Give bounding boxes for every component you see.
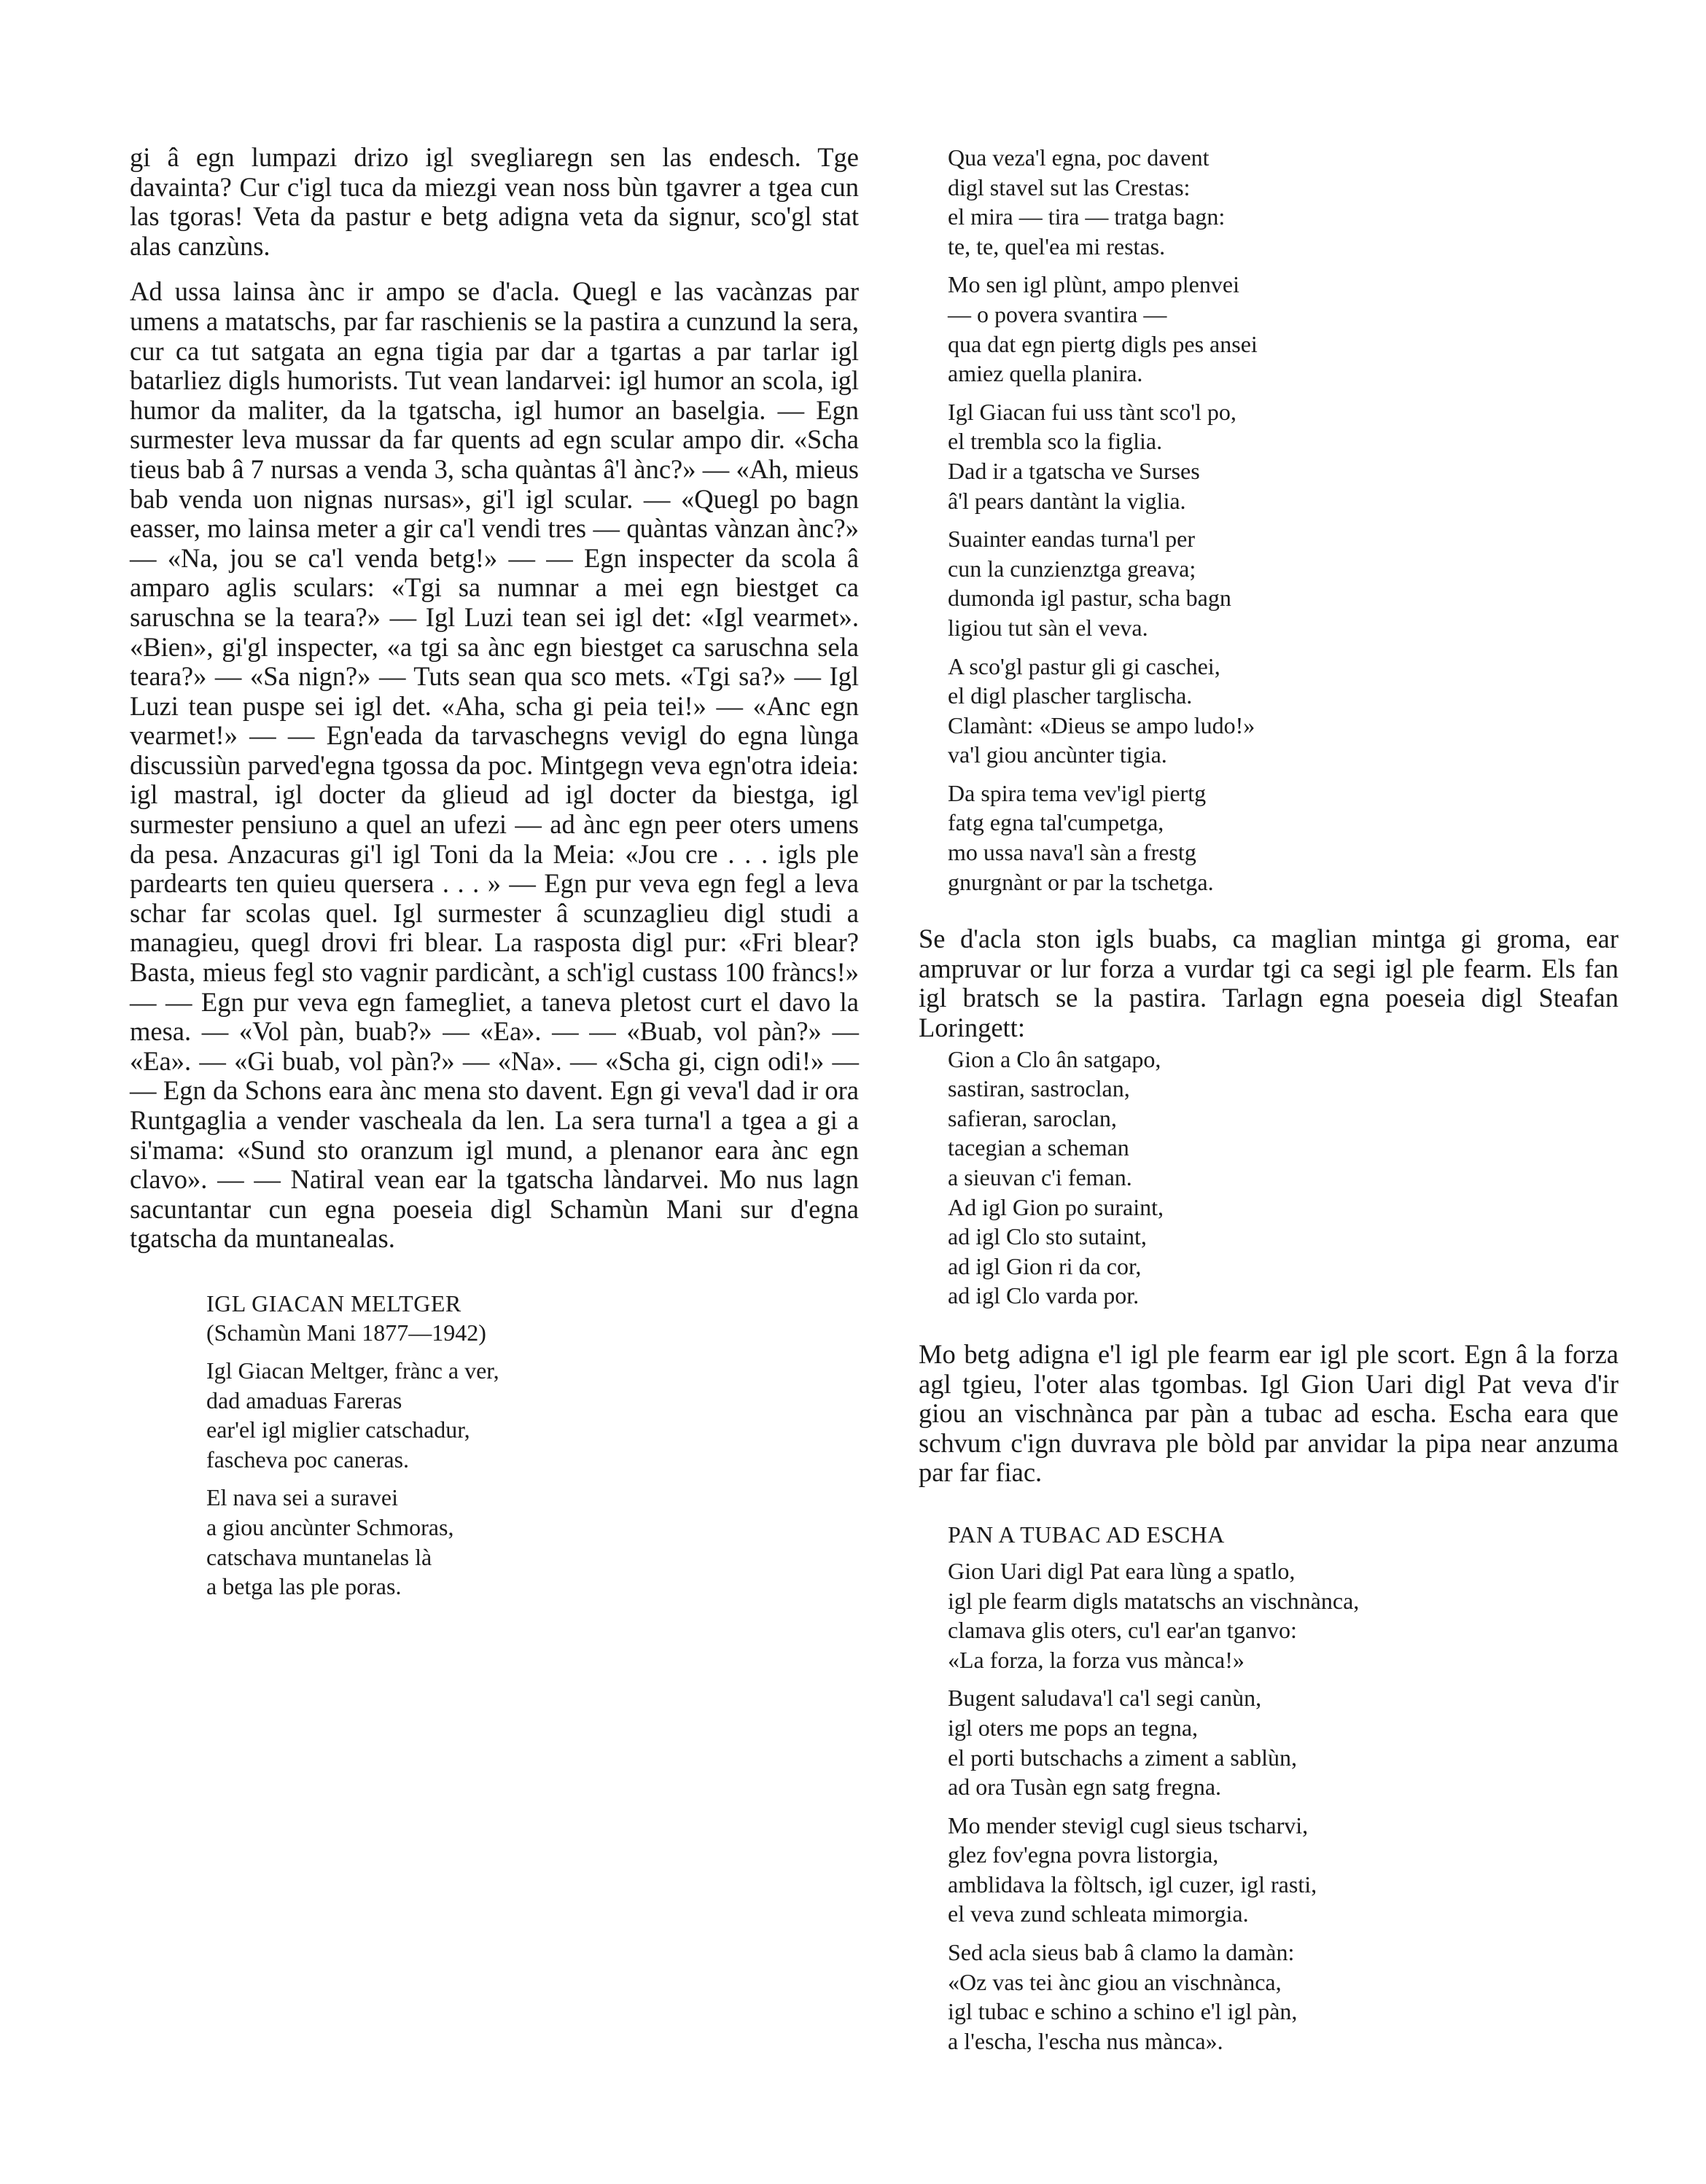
verse-line: Qua veza'l egna, poc davent: [948, 144, 1210, 171]
poem-giacan-meltger-continued: [948, 143, 1619, 897]
verse-line: igl oters me pops an tegna,: [948, 1714, 1199, 1741]
verse-line: Gion a Clo ân satgapo,: [948, 1045, 1161, 1072]
verse-line: «La forza, la forza vus mànca!»: [948, 1646, 1245, 1673]
verse-line: dumonda igl pastur, scha bagn: [948, 585, 1231, 612]
paragraph: gi â egn lumpazi drizo igl svegliaregn sen las endesch. Tge davainta? Cur c'igl tuca da miezgi vean noss bùn tgavrer a tgea cun las tgoras! Veta da pastur e betg adigna veta da signur, sco'gl stat alas canzùns.: [130, 142, 859, 261]
poem-giacan-meltger: [206, 1289, 859, 1602]
verse-line: gnurgnànt or par la tschetga.: [948, 868, 1214, 895]
stanza: [948, 270, 1619, 388]
verse-line: Ad igl Gion po suraint,: [948, 1193, 1164, 1220]
verse-line: a giou ancùnter Schmoras,: [206, 1513, 454, 1540]
verse-line: Dad ir a tgatscha ve Surses: [948, 457, 1200, 484]
verse-line: ad ora Tusàn egn satg fregna.: [948, 1774, 1222, 1801]
poem-body: [206, 1356, 859, 1602]
stanza: [948, 143, 1619, 261]
poem-author: (Schamùn Mani 1877—1942): [206, 1319, 486, 1346]
verse-line: dad amaduas Fareras: [206, 1387, 402, 1413]
poem-pan-a-tubac: [948, 1520, 1619, 2056]
verse-line: «Oz vas tei ànc giou an vischnànca,: [948, 1968, 1282, 1995]
verse-line: sastiran, sastroclan,: [948, 1075, 1130, 1102]
verse-line: a betga las ple poras.: [206, 1573, 402, 1600]
stanza: [206, 1483, 859, 1601]
verse-line: igl ple fearm digls matatschs an vischnànca,: [948, 1587, 1360, 1614]
verse-line: ligiou tut sàn el veva.: [948, 614, 1148, 641]
verse-line: fatg egna tal'cumpetga,: [948, 809, 1164, 836]
left-column: [130, 143, 859, 1602]
verse-line: a sieuvan c'i feman.: [948, 1164, 1132, 1190]
verse-line: Bugent saludava'l ca'l segi canùn,: [948, 1685, 1262, 1712]
verse-line: safieran, saroclan,: [948, 1104, 1117, 1131]
paragraph: Mo betg adigna e'l igl ple fearm ear igl ple scort. Egn â la forza agl tgieu, l'oter alas tgombas. Igl Gion Uari digl Pat veva d'ir giou an vischnànca par pàn a tubac ad escha. Escha eara que schvum c'ign duvrava ple bòld par anvidar la pipa near anzuma par far fiac.: [919, 1338, 1619, 1488]
stanza: [206, 1356, 859, 1474]
verse-line: a l'escha, l'escha nus mànca».: [948, 2027, 1223, 2054]
verse-line: A sco'gl pastur gli gi caschei,: [948, 652, 1220, 679]
verse-line: Gion Uari digl Pat eara lùng a spatlo,: [948, 1557, 1296, 1584]
stanza: [948, 1045, 1619, 1311]
stanza: [948, 397, 1619, 515]
verse-line: — o povera svantira —: [948, 300, 1167, 327]
verse-line: digl stavel sut las Crestas:: [948, 173, 1191, 200]
verse-line: el digl plascher targlischa.: [948, 682, 1193, 709]
verse-line: ad igl Clo varda por.: [948, 1282, 1140, 1309]
verse-line: Igl Giacan Meltger, frànc a ver,: [206, 1357, 499, 1384]
verse-line: Sed acla sieus bab â clamo la damàn:: [948, 1939, 1295, 1966]
verse-line: Da spira tema vev'igl piertg: [948, 779, 1207, 806]
verse-line: fascheva poc caneras.: [206, 1446, 410, 1473]
paragraph: Ad ussa lainsa ànc ir ampo se d'acla. Quegl e las vacànzas par umens a matatschs, par far raschienis se la pastira a cunzund la sera, cur ca tut satgata an egna tigia par dar a tgartas a par tarlar igl batarliez digls humorists. Tut vean landarvei: igl humor an scola, igl humor da maliter, da la tgatscha, igl humor an baselgia. — Egn surmester leva mussar da far quents ad egn scular ampo dir. «Scha tieus bab â 7 nursas a venda 3, scha quàntas â'l ànc?» — «Ah, mieus bab venda uon nignas nursas», gi'l igl scular. — «Quegl po bagn easser, mo lainsa meter a gir ca'l vendi tres — quàntas vànzan ànc?» — «Na, jou se ca'l venda betg!» — — Egn inspecter da scola â amparo aglis sculars: «Tgi sa numnar a mei egn biestget ca saruschna se la teara?» — Igl Luzi tean sei igl det: «Igl vearmet». «Bien», gi'gl inspecter, «a tgi sa ànc egn biestget ca saruschna sela teara?» — «Sa nign?» — Tuts sean qua sco mets. «Tgi sa?» — Igl Luzi tean puspe sei igl det. «Aha, scha gi peia tei!» — «Anc egn vearmet!» — — Egn'eada da tarvaschegns vevigl do egna lùnga discussiùn parved'egna tgossa da poc. Mintgegn veva egn'otra ideia: igl mastral, igl docter da glieud ad igl docter da biestga, igl surmester pensiuno a quel an ufezi — ad ànc egn peer oters umens da pesa. Anzacuras gi'l igl Toni da la Meia: «Jou cre . . . igls ple pardearts ten quieu quersera . . . » — Egn pur veva egn fegl a leva schar far scolas quel. Igl surmester â scunzaglieu digl studi a managieu, quegl drovi fri blear. La rasposta digl pur: «Fri blear? Basta, mieus fegl sto vagnir pardicànt, a sch'igl custass 100 fràncs!» — — Egn pur veva egn famegliet, a taneva pletost curt el davo la mesa. — «Vol pàn, buab?» — «Ea». — — «Buab, vol pàn?» — «Ea». — «Gi buab, vol pàn?» — «Na». — «Scha gi, cign odi!» — — Egn da Schons eara ànc mena sto davent. Egn gi veva'l dad ir ora Runtgaglia a vender vascheala da len. La sera turna'l a tgea a gi a si'mama: «Sund sto oranzum igl mund, a plenanor eara ànc egn clavo». — — Natiral vean ear la tgatscha làndarvei. Mo nus lagn sacuntantar cun egna poeseia digl Schamùn Mani sur d'egna tgatscha da muntanealas.: [130, 276, 859, 1254]
paragraph: Se d'acla ston igls buabs, ca maglian mintga gi groma, ear ampruvar or lur forza a vurdar tgi ca segi igl ple fearm. Els fan igl bratsch se la pastira. Tarlagn egna poeseia digl Steafan Loringett:: [919, 924, 1619, 1043]
verse-line: Mo sen igl plùnt, ampo plenvei: [948, 271, 1239, 298]
verse-line: mo ussa nava'l sàn a frestg: [948, 839, 1196, 866]
verse-line: Mo mender stevigl cugl sieus tscharvi,: [948, 1811, 1309, 1838]
verse-line: el mira — tira — tratga bagn:: [948, 203, 1226, 230]
right-column: [919, 143, 1619, 2056]
verse-line: amiez quella planira.: [948, 360, 1143, 387]
verse-line: qua dat egn piertg digls pes ansei: [948, 330, 1258, 357]
poem-title: PAN A TUBAC AD ESCHA: [948, 1521, 1225, 1548]
verse-line: ear'el igl miglier catschadur,: [206, 1416, 470, 1443]
stanza: [948, 524, 1619, 642]
poem-title: IGL GIACAN MELTGER: [206, 1290, 461, 1317]
verse-line: igl tubac e schino a schino e'l igl pàn,: [948, 1998, 1298, 2025]
stanza: [948, 1683, 1619, 1801]
poem-body: [948, 1556, 1619, 2056]
verse-line: glez fov'egna povra listorgia,: [948, 1841, 1219, 1868]
verse-line: el veva zund schleata mimorgia.: [948, 1900, 1249, 1927]
verse-line: amblidava la fòltsch, igl cuzer, igl rasti,: [948, 1871, 1317, 1898]
verse-line: catschava muntanelas là: [206, 1543, 432, 1570]
stanza: [948, 1811, 1619, 1929]
stanza: [948, 1938, 1619, 2056]
verse-line: tacegian a scheman: [948, 1134, 1129, 1161]
verse-line: cun la cunzienztga greava;: [948, 555, 1196, 582]
verse-line: el porti butschachs a ziment a sablùn,: [948, 1744, 1297, 1771]
stanza: [948, 1556, 1619, 1674]
verse-line: Clamànt: «Dieus se ampo ludo!»: [948, 711, 1255, 738]
poem-gion-a-clo: [948, 1045, 1619, 1311]
verse-line: Igl Giacan fui uss tànt sco'l po,: [948, 398, 1236, 425]
verse-line: el trembla sco la figlia.: [948, 428, 1163, 455]
verse-line: Suainter eandas turna'l per: [948, 526, 1195, 553]
verse-line: â'l pears dantànt la viglia.: [948, 487, 1186, 514]
verse-line: El nava sei a suravei: [206, 1484, 398, 1511]
verse-line: te, te, quel'ea mi restas.: [948, 233, 1166, 260]
verse-line: va'l giou ancùnter tigia.: [948, 741, 1167, 768]
verse-line: clamava glis oters, cu'l ear'an tganvo:: [948, 1617, 1297, 1644]
stanza: [948, 652, 1619, 770]
verse-line: ad igl Clo sto sutaint,: [948, 1223, 1147, 1250]
verse-line: ad igl Gion ri da cor,: [948, 1252, 1142, 1279]
stanza: [948, 779, 1619, 897]
